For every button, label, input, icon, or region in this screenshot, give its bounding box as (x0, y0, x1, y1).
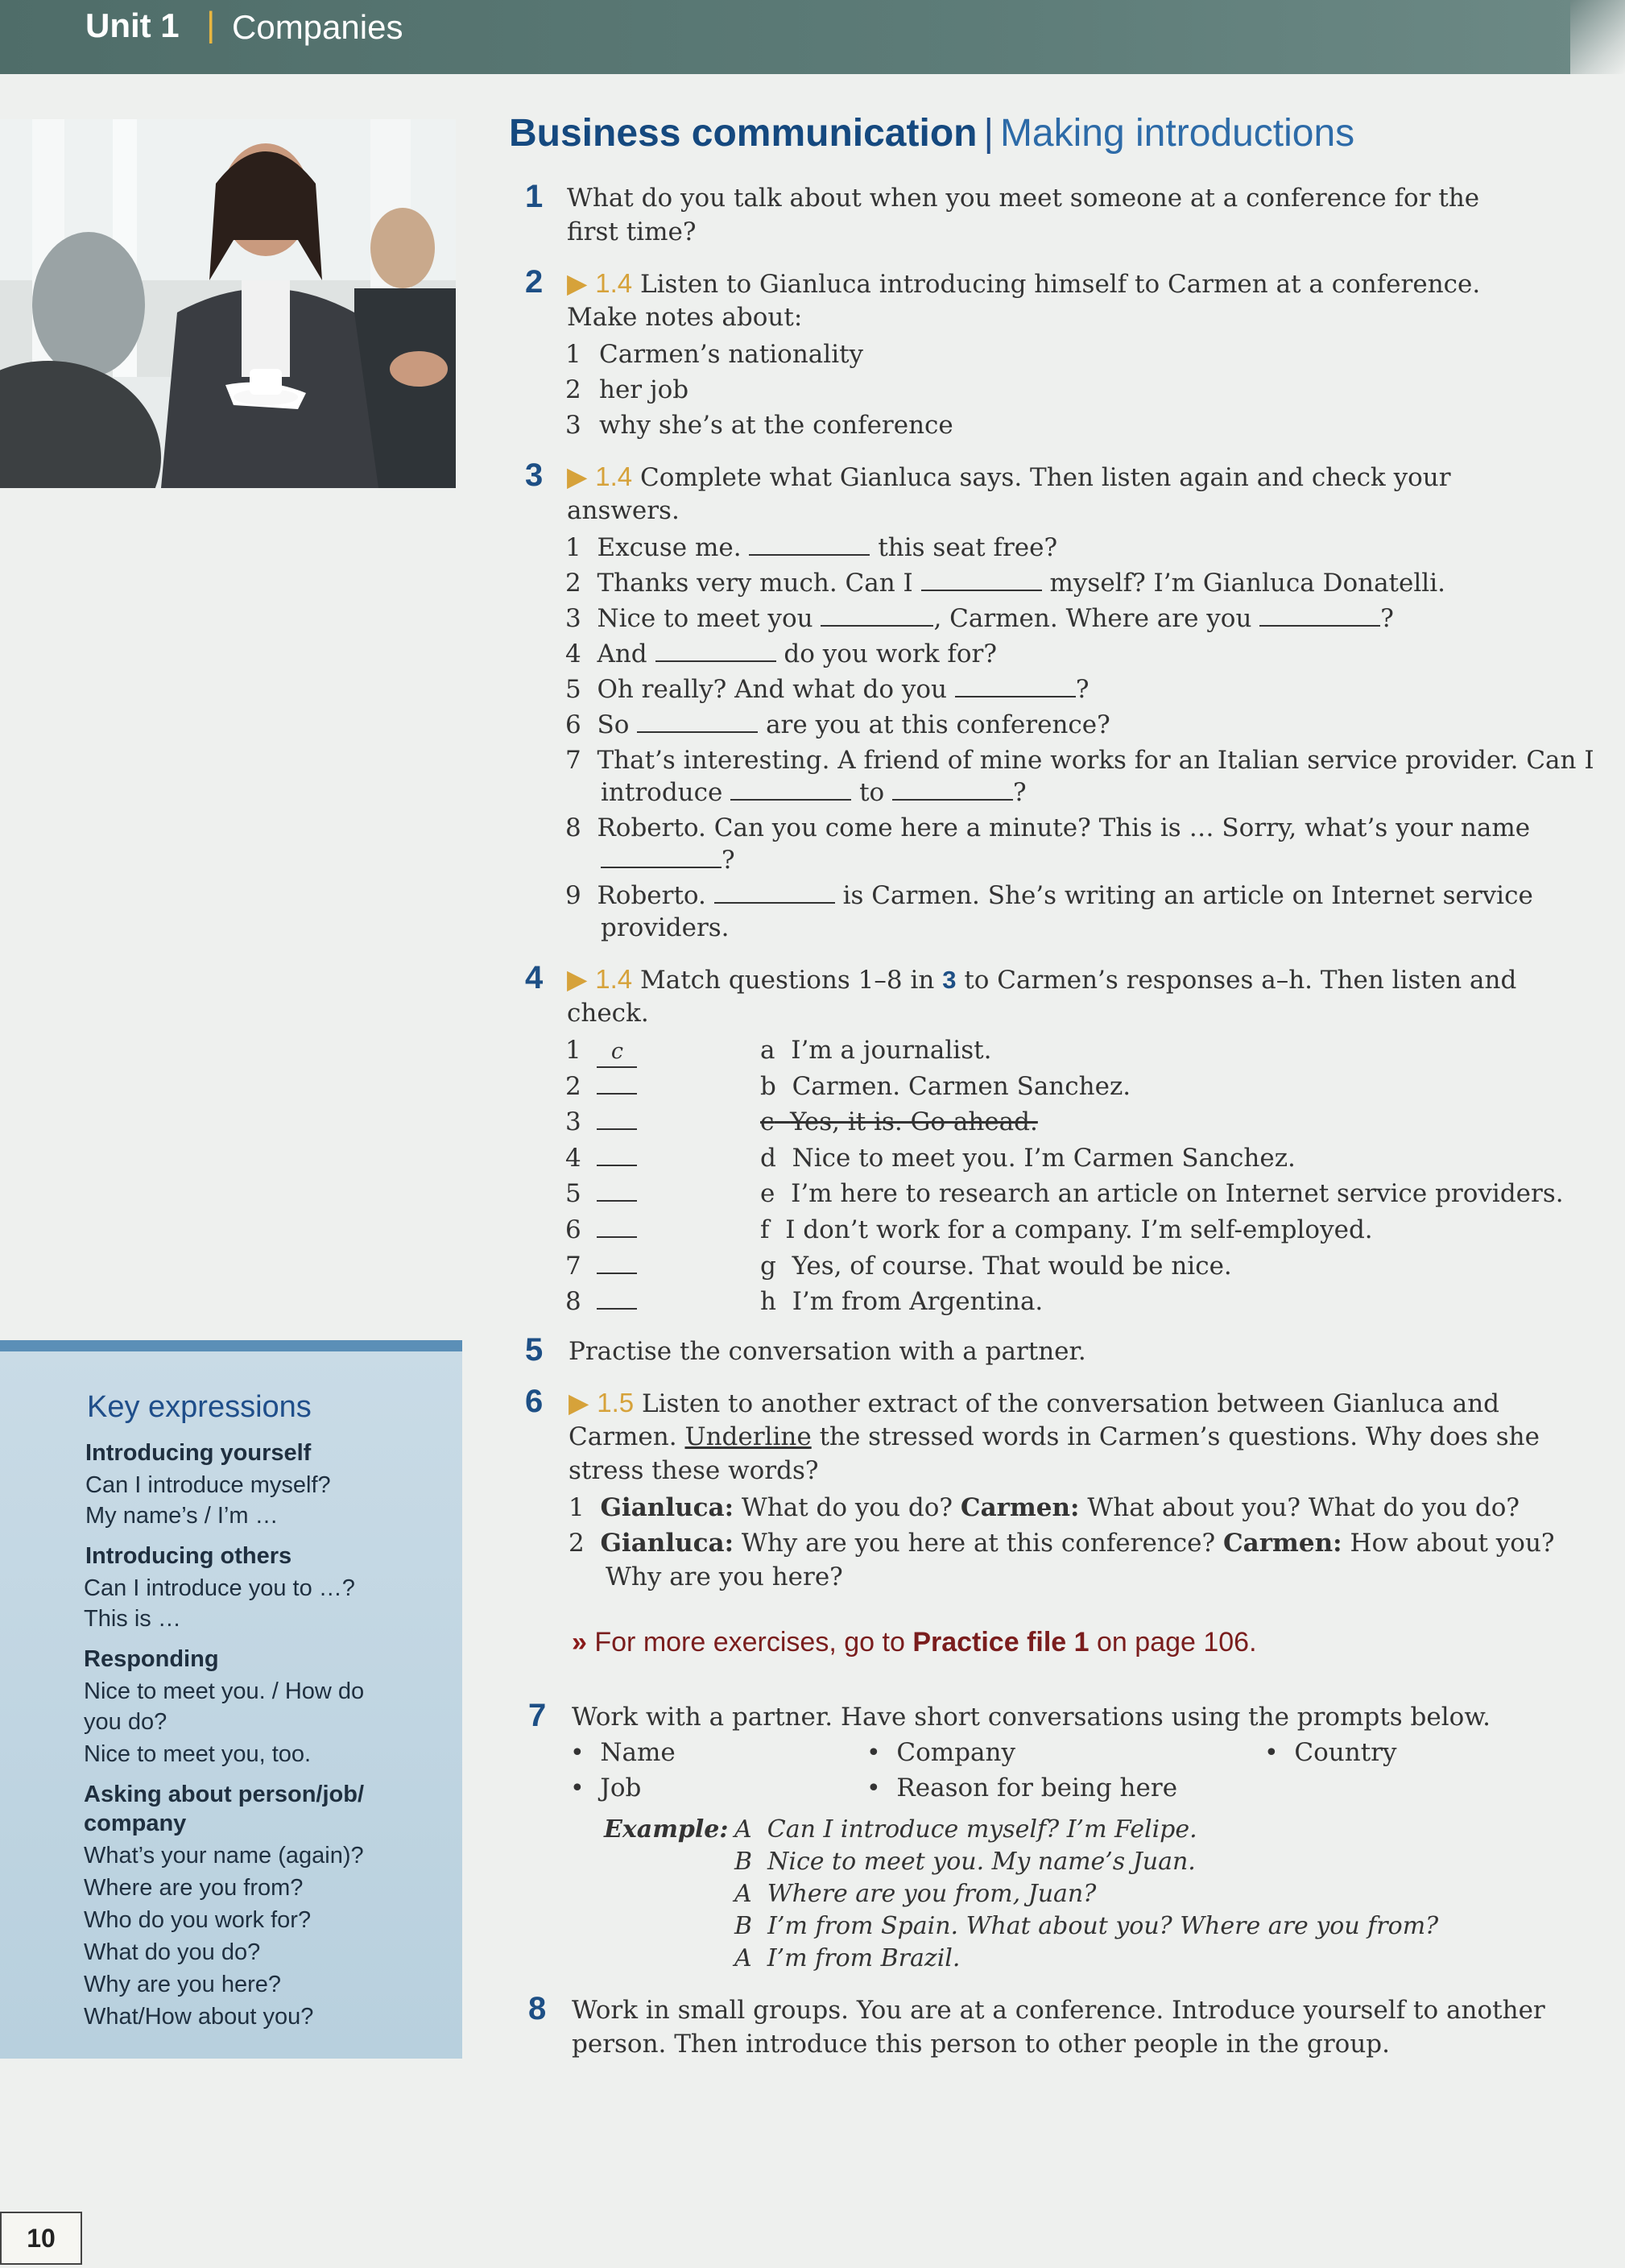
key-expression: Who do you work for? (84, 1907, 312, 1933)
ex4-audio-track[interactable]: 1.4 (595, 964, 633, 994)
key-expression: What do you do? (84, 1939, 261, 1965)
ex3-audio-track[interactable]: 1.4 (595, 461, 633, 491)
ex3-item-5: 5 Oh really? And what do you ? (565, 675, 1090, 704)
ex2-line1-text: Listen to Gianluca introducing himself to Carmen at a conference. (639, 270, 1481, 299)
ex6-line3: stress these words? (569, 1456, 819, 1485)
key-section-title: Asking about person/job/ (84, 1782, 365, 1807)
answer-blank[interactable] (1259, 606, 1380, 627)
audio-play-icon[interactable]: ▶ (567, 461, 588, 491)
ex4-response-row: e I’m here to research an article on Internet service providers. (760, 1179, 1564, 1209)
practice-file-link[interactable]: Practice file 1 (912, 1627, 1090, 1658)
answer-blank[interactable] (730, 780, 851, 801)
double-chevron-icon: » (572, 1627, 587, 1658)
match-answer[interactable] (597, 1181, 637, 1202)
match-answer[interactable] (597, 1145, 637, 1166)
answer-blank[interactable] (655, 641, 776, 662)
ex3-item-9: 9 Roberto. is Carmen. She’s writing an article on Internet service (565, 881, 1533, 910)
answer-blank[interactable] (749, 535, 870, 556)
ex4-question-row: 8 (565, 1287, 637, 1323)
page-number: 10 (0, 2212, 82, 2265)
unit-topic: Companies (232, 8, 403, 46)
ex4-question-row: 5 (565, 1179, 637, 1215)
answer-blank[interactable] (955, 677, 1076, 697)
key-section-title-cont: company (84, 1811, 187, 1836)
ex3-item-7-cont: introduce to ? (601, 778, 1027, 807)
audio-play-icon[interactable]: ▶ (567, 964, 588, 994)
ex3-item-8-cont: ? (601, 846, 735, 875)
ex3-item-7: 7 That’s interesting. A friend of mine works for an Italian service provider. Can I (565, 746, 1594, 775)
unit-label: Unit 1 (85, 6, 180, 44)
ex8-number: 8 (528, 1991, 547, 2026)
ex3-item-3: 3 Nice to meet you , Carmen. Where are you ? (565, 604, 1394, 633)
example-dialog (734, 1815, 1438, 1976)
ex1-number: 1 (525, 179, 544, 214)
ex2-line2: Make notes about: (567, 303, 803, 332)
key-expression: Nice to meet you. / How do (84, 1678, 365, 1704)
ex6-item-1: 1 Gianluca: What do you do? Carmen: What about you? What do you do? (569, 1493, 1520, 1522)
ex3-item-1: 1 Excuse me. this seat free? (565, 533, 1058, 562)
match-answer[interactable] (597, 1253, 637, 1274)
unit-header-bar (0, 0, 1625, 74)
key-section-title: Responding (84, 1646, 219, 1672)
ex6-audio-track[interactable]: 1.5 (597, 1388, 635, 1418)
key-expression: This is … (84, 1606, 181, 1632)
answer-blank[interactable] (714, 883, 835, 904)
key-expression: Where are you from? (84, 1875, 304, 1901)
audio-play-icon[interactable]: ▶ (567, 268, 588, 298)
ex7-bullet: • Job (570, 1773, 642, 1802)
page-curl (1570, 0, 1625, 74)
ex4-question-row: 7 (565, 1252, 637, 1288)
match-answer[interactable] (597, 1074, 637, 1095)
ex4-response-row-example: c Yes, it is. Go ahead. (760, 1107, 1038, 1137)
key-expression: Can I introduce you to …? (84, 1575, 355, 1601)
key-section-title: Introducing yourself (85, 1440, 312, 1466)
ex4-question-row: 6 (565, 1215, 637, 1252)
ex2-audio-track[interactable]: 1.4 (595, 268, 633, 298)
ex5-number: 5 (525, 1332, 544, 1368)
ex3-item-2: 2 Thanks very much. Can I myself? I’m Gianluca Donatelli. (565, 569, 1445, 598)
ex2-item-number: 1 (565, 340, 581, 369)
title-sub: Making introductions (999, 112, 1355, 155)
section-title (509, 111, 1354, 155)
ex2-item-text: why she’s at the conference (599, 411, 953, 440)
ex7-text: Work with a partner. Have short conversations using the prompts below. (572, 1703, 1491, 1732)
ex3-item-8: 8 Roberto. Can you come here a minute? This is … Sorry, what’s your name (565, 813, 1531, 842)
ex3-item-4: 4 And do you work for? (565, 639, 997, 668)
ex4-response-row: f I don’t work for a company. I’m self-employed. (760, 1215, 1373, 1244)
ex1-line1: What do you talk about when you meet someone at a conference for the (567, 184, 1480, 213)
match-answer[interactable] (597, 1217, 637, 1238)
key-expressions-heading: Key expressions (87, 1390, 312, 1424)
key-expression: Why are you here? (84, 1972, 282, 1997)
key-expression: What/How about you? (84, 2004, 314, 2030)
ex4-response-column (760, 1036, 1564, 1323)
dialog-line: B Nice to meet you. My name’s Juan. (734, 1848, 1196, 1876)
audio-play-icon[interactable]: ▶ (569, 1388, 589, 1418)
match-answer[interactable]: c (597, 1042, 637, 1068)
ex2-line1 (567, 267, 1480, 300)
ex7-bullet: • Reason for being here (866, 1773, 1178, 1802)
header-separator: | (206, 5, 216, 44)
ex6-number: 6 (525, 1384, 544, 1419)
title-separator: | (983, 112, 994, 155)
answer-blank[interactable] (821, 606, 933, 627)
ex4-line1: ▶ 1.4 Match questions 1–8 in 3 to Carmen’s responses a–h. Then listen and (567, 964, 1517, 995)
answer-blank[interactable] (921, 570, 1042, 591)
dialog-line: B I’m from Spain. What about you? Where are you from? (734, 1912, 1439, 1940)
practice-file-note[interactable]: » For more exercises, go to Practice file 1 on page 106. (572, 1627, 1257, 1658)
key-section-title: Introducing others (85, 1543, 292, 1569)
ex4-response-row: b Carmen. Carmen Sanchez. (760, 1071, 1131, 1101)
ex1-line2: first time? (567, 217, 697, 246)
ex7-bullet: • Name (570, 1738, 676, 1767)
match-answer[interactable] (597, 1289, 637, 1310)
ex7-number: 7 (528, 1698, 547, 1733)
key-expression: Can I introduce myself? (85, 1472, 331, 1498)
conference-photo (0, 119, 456, 488)
ex4-line2: check. (567, 999, 649, 1028)
ex6-line1: ▶ 1.5 Listen to another extract of the conversation between Gianluca and (569, 1388, 1500, 1418)
ex4-response-row: h I’m from Argentina. (760, 1287, 1044, 1317)
ex8-line1: Work in small groups. You are at a conference. Introduce yourself to another (572, 1996, 1545, 2025)
ex3-number: 3 (525, 457, 544, 493)
ex6-line2: Carmen. Underline the stressed words in Carmen’s questions. Why does she (569, 1422, 1540, 1451)
ex2-item-number: 2 (565, 375, 581, 404)
ex3-item-6: 6 So are you at this conference? (565, 710, 1110, 739)
key-expression: What’s your name (again)? (84, 1843, 364, 1869)
ex4-question-row: 3 (565, 1107, 637, 1144)
ex4-response-row: g Yes, of course. That would be nice. (760, 1251, 1232, 1281)
ex4-response-row: d Nice to meet you. I’m Carmen Sanchez. (760, 1143, 1296, 1173)
answer-blank[interactable] (892, 780, 1013, 801)
ex4-question-row: 2 (565, 1072, 637, 1108)
ex4-question-row: 4 (565, 1144, 637, 1180)
answer-blank[interactable] (637, 712, 758, 733)
ex2-item-text: her job (599, 375, 689, 404)
ex5-text: Practise the conversation with a partner. (569, 1337, 1086, 1366)
dialog-line: A Can I introduce myself? I’m Felipe. (734, 1815, 1197, 1844)
ex4-question-column (565, 1036, 637, 1323)
ex4-number: 4 (525, 960, 544, 995)
ex4-question-row: 1 c (565, 1036, 637, 1072)
answer-blank[interactable] (601, 847, 722, 868)
dialog-line: A I’m from Brazil. (734, 1944, 961, 1972)
title-main: Business communication (509, 112, 978, 155)
ex4-response-row: a I’m a journalist. (760, 1036, 992, 1065)
ex6-item-2-cont: Why are you here? (606, 1562, 843, 1591)
ex3-line2: answers. (567, 496, 680, 525)
ex2-number: 2 (525, 264, 544, 300)
match-answer[interactable] (597, 1109, 637, 1130)
key-expression: My name’s / I’m … (85, 1503, 279, 1529)
ex3-line1-text: Complete what Gianluca says. Then listen again and check your (639, 463, 1451, 492)
ex3-item-9-cont: providers. (601, 913, 730, 942)
ex7-bullet: • Company (866, 1738, 1016, 1767)
example-label: Example: (604, 1815, 729, 1844)
ex7-bullet: • Country (1264, 1738, 1397, 1767)
ex2-item-number: 3 (565, 411, 581, 440)
key-expression: Nice to meet you, too. (84, 1741, 312, 1767)
key-expression: you do? (84, 1709, 167, 1735)
dialog-line: A Where are you from, Juan? (734, 1880, 1097, 1908)
key-expressions-box (0, 1340, 462, 2059)
ex8-line2: person. Then introduce this person to other people in the group. (572, 2030, 1390, 2059)
ex2-item-text: Carmen’s nationality (599, 340, 864, 369)
ex3-line1 (567, 461, 1451, 494)
ex6-item-2: 2 Gianluca: Why are you here at this conference? Carmen: How about you? (569, 1529, 1555, 1558)
